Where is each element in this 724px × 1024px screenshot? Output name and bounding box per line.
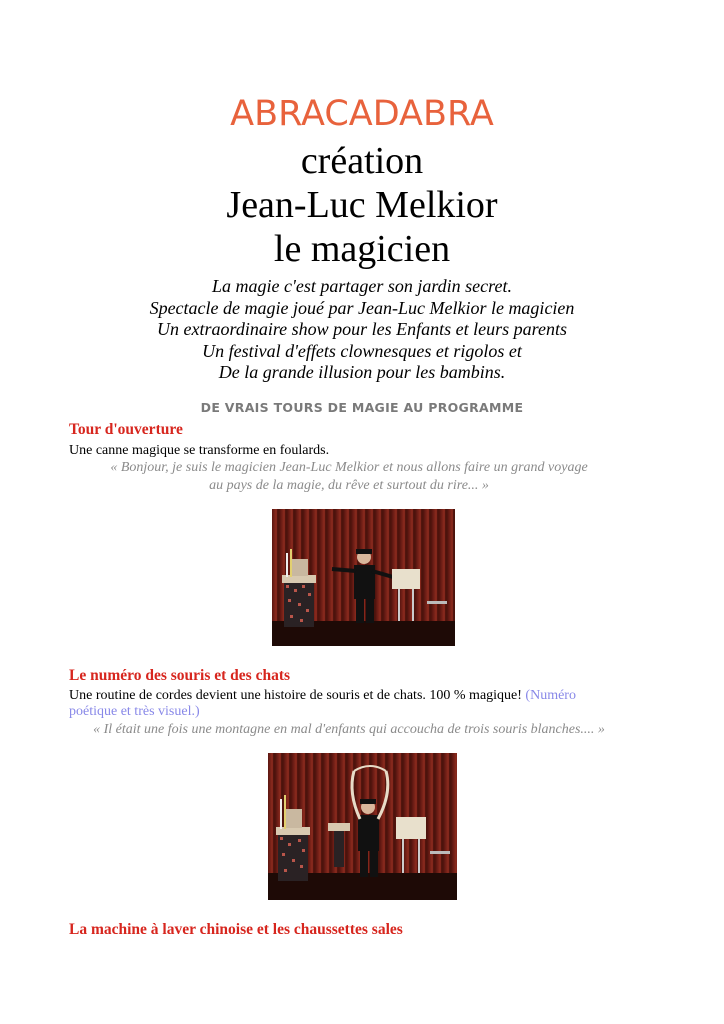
section-title-opening: Tour d'ouverture (69, 421, 183, 438)
quote-line: au pays de la magie, du rêve et surtout du rire... » (209, 478, 489, 493)
section-quote-opening (69, 459, 629, 495)
section-quote-mice-cats (69, 721, 629, 739)
section-text-opening: Une canne magique se transforme en foulards. (69, 443, 330, 458)
stage-photo-opening (272, 509, 455, 646)
stage-photo-opening-image (272, 509, 455, 646)
intro-line: De la grande illusion pour les bambins. (218, 362, 506, 382)
section-note-continued (69, 704, 200, 721)
section-text-main: Une routine de cordes devient une histoire de souris et de chats. 100 % magique! (69, 688, 526, 703)
section-text-mice-cats (69, 688, 576, 705)
stage-photo-mice-cats-image (268, 753, 457, 900)
intro-line: Un extraordinaire show pour les Enfants et leurs parents (157, 319, 567, 339)
section-note: (Numéro (525, 688, 576, 703)
intro-block (0, 276, 724, 384)
subtitle-line-1: création (300, 140, 424, 182)
section-note-cont: poétique et très visuel.) (69, 704, 200, 719)
intro-line: La magie c'est partager son jardin secret. (212, 276, 512, 296)
quote-line: « Bonjour, je suis le magicien Jean-Luc Melkior et nous allons faire un grand voyage (110, 460, 588, 475)
section-title-washing-machine: La machine à laver chinoise et les chaussettes sales (69, 921, 403, 938)
quote-line: « Il était une fois une montagne en mal d'enfants qui accoucha de trois souris blanches.... » (93, 722, 605, 737)
subtitle-line-3: le magicien (273, 228, 451, 270)
intro-line: Un festival d'effets clownesques et rigolos et (202, 340, 522, 361)
section-title-mice-cats: Le numéro des souris et des chats (69, 667, 291, 684)
program-heading: DE VRAIS TOURS DE MAGIE AU PROGRAMME (200, 400, 524, 415)
stage-photo-mice-cats (268, 753, 457, 900)
intro-line: Spectacle de magie joué par Jean-Luc Melkior le magicien (149, 297, 575, 318)
subtitle-line-2: Jean-Luc Melkior (226, 184, 498, 226)
page-title: ABRACADABRA (230, 94, 494, 134)
